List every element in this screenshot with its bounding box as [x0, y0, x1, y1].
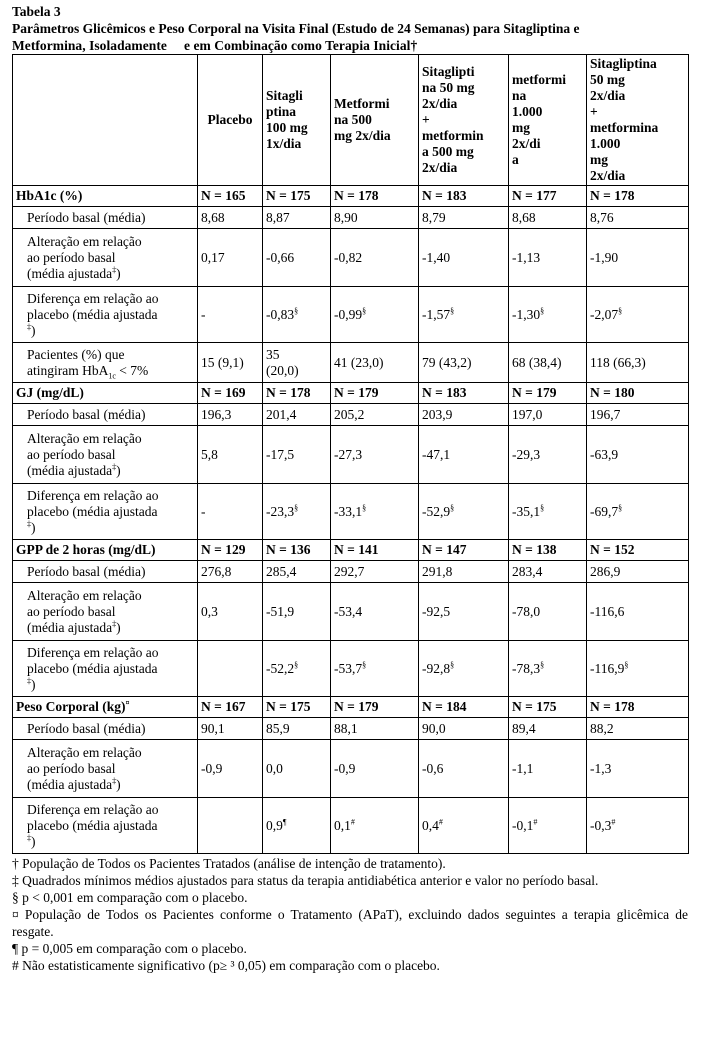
col-header-sita100: Sitagli ptina 100 mg 1x/dia [263, 55, 331, 186]
value-cell: -27,3 [331, 426, 419, 484]
value-cell: 0,4# [419, 798, 509, 854]
row-label: Diferença em relação ao placebo (média ajustada ‡) [13, 798, 198, 854]
col-header-placebo: Placebo [198, 55, 263, 186]
value-cell: 88,2 [587, 718, 689, 740]
value-cell: -1,57§ [419, 287, 509, 343]
value-cell: -0,82 [331, 229, 419, 287]
table-caption-line-1: Parâmetros Glicêmicos e Peso Corporal na Visita Final (Estudo de 24 Semanas) para Sitagliptina e [12, 21, 580, 36]
value-cell: -1,30§ [509, 287, 587, 343]
value-cell: 8,68 [509, 207, 587, 229]
n-cell: N = 165 [198, 186, 263, 207]
value-cell: -63,9 [587, 426, 689, 484]
value-cell: 8,87 [263, 207, 331, 229]
row-label: Período basal (média) [13, 404, 198, 426]
value-cell: 8,76 [587, 207, 689, 229]
n-cell: N = 178 [263, 383, 331, 404]
n-cell: N = 147 [419, 540, 509, 561]
value-cell: 8,79 [419, 207, 509, 229]
value-cell: 286,9 [587, 561, 689, 583]
value-cell: -35,1§ [509, 484, 587, 540]
value-cell: -0,6 [419, 740, 509, 798]
value-cell: 196,7 [587, 404, 689, 426]
results-table [12, 54, 689, 854]
value-cell: 15 (9,1) [198, 343, 263, 383]
value-cell: -116,9§ [587, 641, 689, 697]
n-cell: N = 177 [509, 186, 587, 207]
value-cell: 88,1 [331, 718, 419, 740]
n-cell: N = 178 [587, 697, 689, 718]
value-cell: -53,4 [331, 583, 419, 641]
table-row [13, 798, 689, 854]
value-cell: 5,8 [198, 426, 263, 484]
value-cell: -52,9§ [419, 484, 509, 540]
n-cell: N = 183 [419, 383, 509, 404]
row-label: Alteração em relação ao período basal (média ajustada‡) [13, 229, 198, 287]
value-cell: -51,9 [263, 583, 331, 641]
value-cell: 90,0 [419, 718, 509, 740]
col-header-sita50-met1000: Sitagliptina 50 mg 2x/dia + metformina 1.000 mg 2x/dia [587, 55, 689, 186]
table-row [13, 561, 689, 583]
value-cell: 291,8 [419, 561, 509, 583]
value-cell: 196,3 [198, 404, 263, 426]
table-row [13, 484, 689, 540]
n-cell: N = 167 [198, 697, 263, 718]
value-cell: 197,0 [509, 404, 587, 426]
section-title: GJ (mg/dL) [13, 383, 198, 404]
value-cell: -92,5 [419, 583, 509, 641]
row-label: Pacientes (%) que atingiram HbA$_{1c}$ < 7% [13, 343, 198, 383]
section-row-gpp [13, 540, 689, 561]
section-title: Peso Corporal (kg)¤ [13, 697, 198, 718]
value-cell: 8,90 [331, 207, 419, 229]
value-cell: -0,83§ [263, 287, 331, 343]
table-caption-line-2: Metformina, Isoladamente e em Combinação como Terapia Inicial† [12, 38, 418, 53]
n-cell: N = 180 [587, 383, 689, 404]
value-cell: -1,13 [509, 229, 587, 287]
table-row [13, 641, 689, 697]
value-cell: 89,4 [509, 718, 587, 740]
row-label: Alteração em relação ao período basal (média ajustada‡) [13, 426, 198, 484]
footnote-section: § p < 0,001 em comparação com o placebo. [12, 890, 248, 905]
value-cell: -47,1 [419, 426, 509, 484]
value-cell: 35 (20,0) [263, 343, 331, 383]
value-cell: 118 (66,3) [587, 343, 689, 383]
value-cell: -78,0 [509, 583, 587, 641]
table-row [13, 343, 689, 383]
value-cell: -17,5 [263, 426, 331, 484]
value-cell: 0,9¶ [263, 798, 331, 854]
value-cell: 41 (23,0) [331, 343, 419, 383]
section-row-peso [13, 697, 689, 718]
n-cell: N = 178 [331, 186, 419, 207]
n-cell: N = 136 [263, 540, 331, 561]
n-cell: N = 175 [263, 697, 331, 718]
col-header-met1000: metformi na 1.000 mg 2x/di a [509, 55, 587, 186]
value-cell: -0,66 [263, 229, 331, 287]
header-row [13, 55, 689, 186]
table-row [13, 207, 689, 229]
footnote-pilcrow: ¶ p = 0,005 em comparação com o placebo. [12, 941, 247, 956]
row-label: Diferença em relação ao placebo (média ajustada ‡) [13, 484, 198, 540]
footnote-double-dagger: ‡ Quadrados mínimos médios ajustados para status da terapia antidiabética anterior e valor no período basal. [12, 873, 599, 888]
value-cell [198, 798, 263, 854]
n-cell: N = 129 [198, 540, 263, 561]
value-cell: -52,2§ [263, 641, 331, 697]
section-row-gj [13, 383, 689, 404]
value-cell: 203,9 [419, 404, 509, 426]
row-label: Período basal (média) [13, 561, 198, 583]
footnote-box: ¤ População de Todos os Pacientes conforme o Tratamento (APaT), excluindo dados seguintes a terapia glicêmica de resgate. [12, 907, 688, 939]
value-cell: - [198, 287, 263, 343]
table-row [13, 287, 689, 343]
value-cell: -23,3§ [263, 484, 331, 540]
table-row [13, 426, 689, 484]
value-cell: 85,9 [263, 718, 331, 740]
section-title: GPP de 2 horas (mg/dL) [13, 540, 198, 561]
value-cell: 205,2 [331, 404, 419, 426]
value-cell: 0,3 [198, 583, 263, 641]
n-cell: N = 183 [419, 186, 509, 207]
n-cell: N = 175 [263, 186, 331, 207]
row-label: Período basal (média) [13, 718, 198, 740]
header-blank [13, 55, 198, 186]
value-cell: -53,7§ [331, 641, 419, 697]
value-cell: 276,8 [198, 561, 263, 583]
table-row [13, 718, 689, 740]
value-cell: -1,90 [587, 229, 689, 287]
col-header-met500: Metformi na 500 mg 2x/dia [331, 55, 419, 186]
table-row [13, 229, 689, 287]
table-row [13, 583, 689, 641]
document-page [12, 3, 688, 974]
value-cell: -0,1# [509, 798, 587, 854]
value-cell: 90,1 [198, 718, 263, 740]
n-cell: N = 169 [198, 383, 263, 404]
value-cell: 79 (43,2) [419, 343, 509, 383]
n-cell: N = 179 [331, 383, 419, 404]
value-cell: -78,3§ [509, 641, 587, 697]
n-cell: N = 141 [331, 540, 419, 561]
value-cell: -33,1§ [331, 484, 419, 540]
n-cell: N = 138 [509, 540, 587, 561]
value-cell: -1,1 [509, 740, 587, 798]
value-cell: -0,99§ [331, 287, 419, 343]
n-cell: N = 178 [587, 186, 689, 207]
table-row [13, 404, 689, 426]
n-cell: N = 184 [419, 697, 509, 718]
value-cell: 0,17 [198, 229, 263, 287]
n-cell: N = 152 [587, 540, 689, 561]
value-cell: 8,68 [198, 207, 263, 229]
footnote-dagger: † População de Todos os Pacientes Tratados (análise de intenção de tratamento). [12, 856, 446, 871]
col-header-sita50-met500: Sitaglipti na 50 mg 2x/dia + metformin a 500 mg 2x/dia [419, 55, 509, 186]
value-cell: -0,9 [331, 740, 419, 798]
section-title: HbA1c (%) [13, 186, 198, 207]
value-cell: - [198, 484, 263, 540]
value-cell: -69,7§ [587, 484, 689, 540]
table-label: Tabela 3 [12, 4, 61, 19]
n-cell: N = 179 [331, 697, 419, 718]
value-cell: 283,4 [509, 561, 587, 583]
value-cell: -92,8§ [419, 641, 509, 697]
value-cell: 0,1# [331, 798, 419, 854]
value-cell: 0,0 [263, 740, 331, 798]
footnote-hash: # Não estatisticamente significativo (p≥ ³ 0,05) em comparação com o placebo. [12, 958, 440, 973]
table-row [13, 740, 689, 798]
value-cell: -1,40 [419, 229, 509, 287]
value-cell: -29,3 [509, 426, 587, 484]
value-cell: -116,6 [587, 583, 689, 641]
value-cell: 292,7 [331, 561, 419, 583]
row-label: Período basal (média) [13, 207, 198, 229]
row-label: Alteração em relação ao período basal (média ajustada‡) [13, 583, 198, 641]
value-cell: -1,3 [587, 740, 689, 798]
section-row-hba1c [13, 186, 689, 207]
value-cell: 68 (38,4) [509, 343, 587, 383]
value-cell: 201,4 [263, 404, 331, 426]
value-cell: -0,9 [198, 740, 263, 798]
value-cell: -2,07§ [587, 287, 689, 343]
table-title [12, 3, 688, 54]
row-label: Alteração em relação ao período basal (média ajustada‡) [13, 740, 198, 798]
row-label: Diferença em relação ao placebo (média ajustada ‡) [13, 641, 198, 697]
value-cell: -0,3# [587, 798, 689, 854]
footnotes [12, 855, 688, 974]
n-cell: N = 175 [509, 697, 587, 718]
row-label: Diferença em relação ao placebo (média ajustada ‡) [13, 287, 198, 343]
value-cell: 285,4 [263, 561, 331, 583]
n-cell: N = 179 [509, 383, 587, 404]
value-cell [198, 641, 263, 697]
